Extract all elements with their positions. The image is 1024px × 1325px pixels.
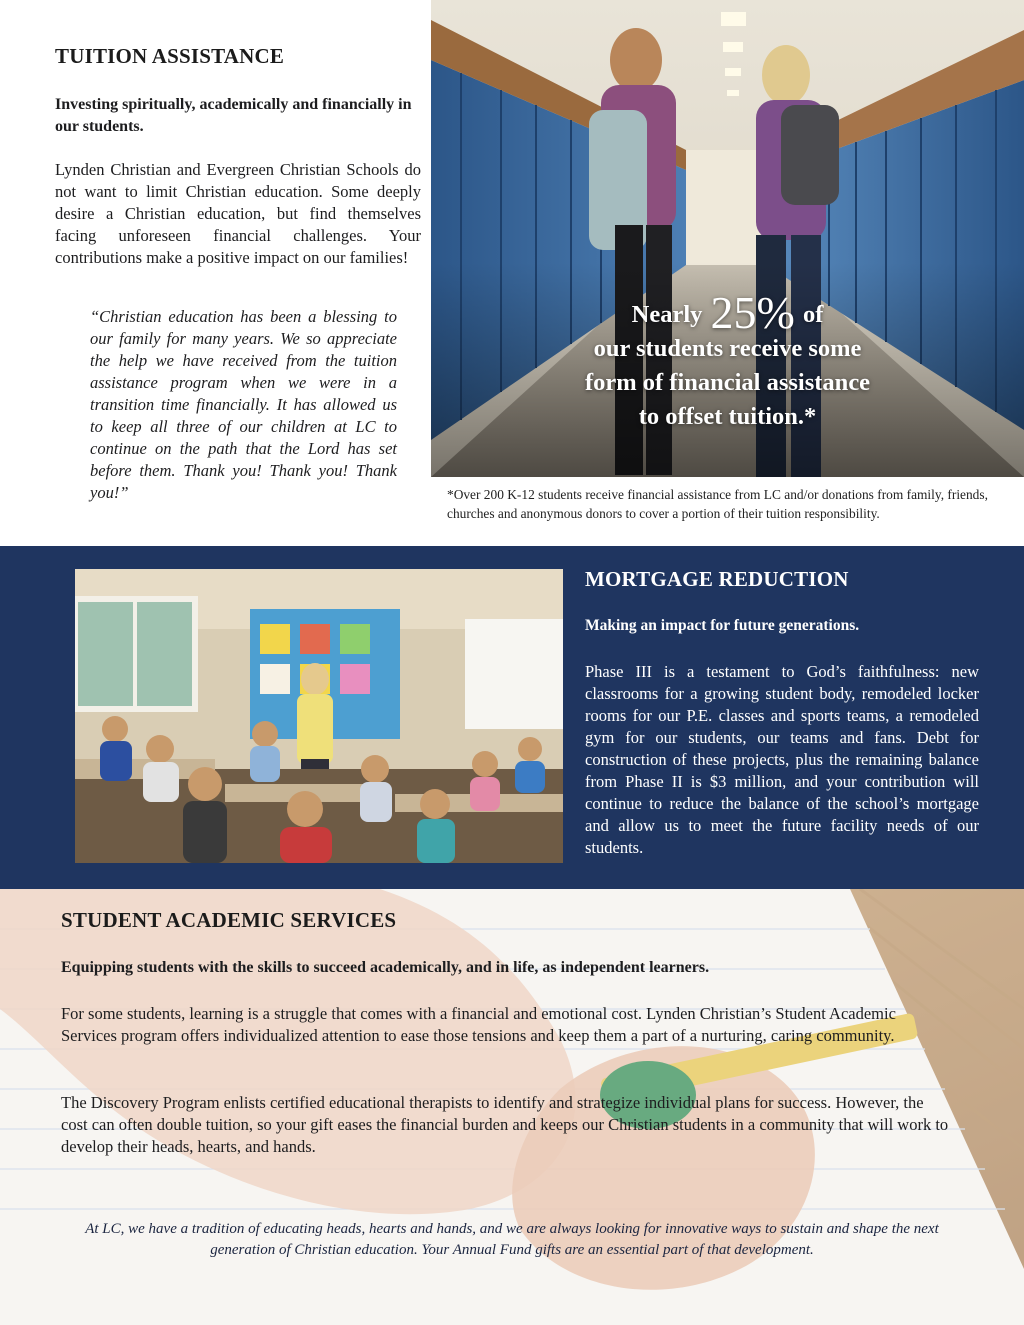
mortgage-subtitle: Making an impact for future generations. <box>585 617 860 634</box>
stat-value: 25% <box>710 287 795 338</box>
classroom-illustration <box>75 569 563 863</box>
hallway-photo <box>431 0 1024 477</box>
classroom-photo <box>75 569 563 863</box>
academic-subtitle: Equipping students with the skills to succeed academically, and in life, as independent learners. <box>61 959 710 976</box>
stat-footnote: *Over 200 K-12 students receive financial assistance from LC and/or donations from family, friends, churches and anonymous donors to cover a portion of their tuition responsibility. <box>447 487 988 521</box>
stat-suffix: of <box>802 301 824 328</box>
tuition-body: Lynden Christian and Evergreen Christian Schools do not want to limit Christian education. Some deeply desire a Christian education, but find themselves facing unforeseen financial challenges. Your contributions make a positive impact on our families! <box>55 160 421 267</box>
academic-paragraph-1: For some students, learning is a struggle that comes with a financial and emotional cost. Lynden Christian’s Student Academic Services program offers individualized attention to ease those tensions and keep them a part of a nurturing, caring community. <box>61 1004 896 1045</box>
tuition-quote: “Christian education has been a blessing to our family for many years. We so appreciate the help we have received from the tuition assistance program when we were in a transition time financially. It has allowed us to keep all three of our children at LC to continue on the path that the Lord has set before them. Thank you! Thank you! Thank you!” <box>90 307 397 502</box>
academic-title: STUDENT ACADEMIC SERVICES <box>61 908 397 932</box>
academic-paragraph-2: The Discovery Program enlists certified educational therapists to identify and strategize individual plans for success. However, the cost can often double tuition, so your gift eases the financial burden and keeps our Christian students in a community that will work to develop their heads, hearts, and hands. <box>61 1093 949 1156</box>
mortgage-body: Phase III is a testament to God’s faithfulness: new classrooms for a growing student body, remodeled locker rooms for our P.E. classes and sports teams, a remodeled gym for our students, our teams and fans. Debt for construction of these projects, plus the remaining balance from Phase II is $3 million, and your contribution will continue to reduce the balance of the school’s mortgage and allow us to meet the future facility needs of our students. <box>585 662 979 857</box>
stat-line-2: our students receive some <box>593 335 862 362</box>
tuition-title: TUITION ASSISTANCE <box>55 44 285 68</box>
stat-callout <box>431 287 1024 434</box>
tuition-subtitle: Investing spiritually, academically and financially in our students. <box>55 96 412 135</box>
stat-line-4: to offset tuition.* <box>638 403 817 430</box>
stat-prefix: Nearly <box>631 301 703 328</box>
mortgage-title: MORTGAGE REDUCTION <box>585 567 849 591</box>
stat-line-3: form of financial assistance <box>584 369 871 396</box>
closing-statement: At LC, we have a tradition of educating heads, hearts and hands, and we are always looking for innovative ways to sustain and shape the next generation of Christian education. Your Annual Fund gifts are an essential part of that development. <box>85 1221 939 1258</box>
